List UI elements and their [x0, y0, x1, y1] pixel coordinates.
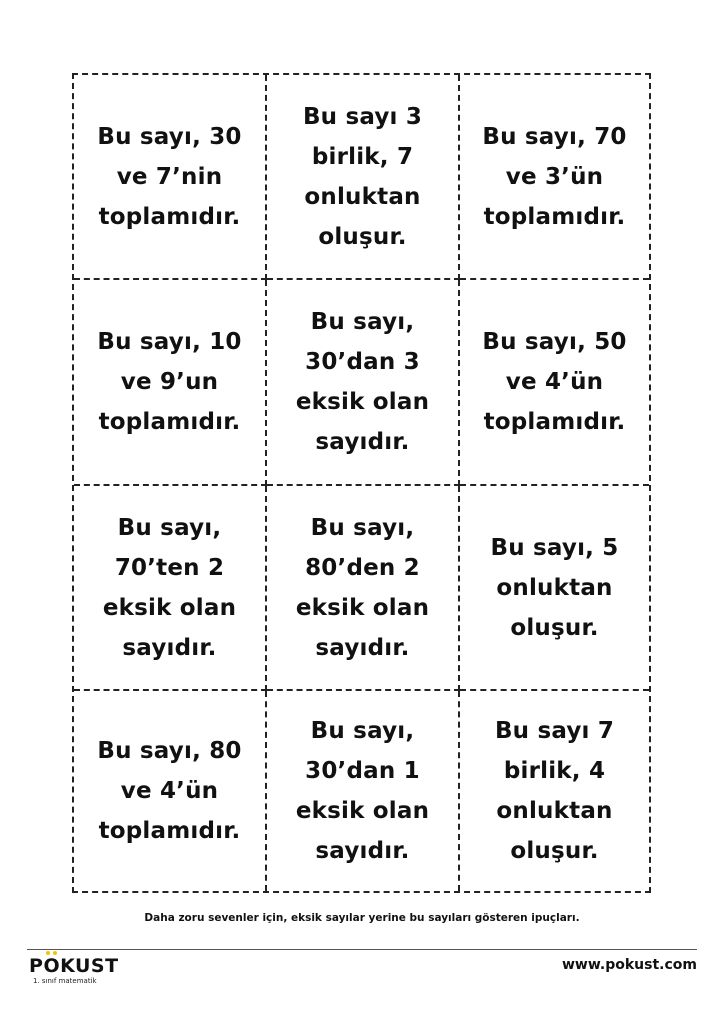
clue-text: Bu sayı, 80’den 2 eksik olan sayıdır.: [295, 514, 430, 661]
clue-text: Bu sayı, 30’dan 3 eksik olan sayıdır.: [295, 309, 430, 455]
clue-card: [460, 486, 649, 691]
clue-text: Bu sayı, 5 onluktan oluşur.: [490, 534, 619, 641]
logo-subtitle: 1. sınıf matematik: [33, 977, 97, 985]
clue-cards-grid: [72, 73, 651, 893]
clue-text: Bu sayı, 70 ve 3’ün toplamıdır.: [482, 123, 627, 230]
clue-card: [267, 75, 460, 280]
clue-card: [74, 280, 267, 486]
logo-letter-p: P: [29, 955, 44, 977]
clue-text: Bu sayı, 50 ve 4’ün toplamıdır.: [482, 329, 627, 435]
logo-wordmark: [29, 956, 119, 976]
footer-divider: [27, 949, 697, 950]
pokust-logo: [29, 956, 119, 985]
logo-letter-o: [43, 956, 60, 976]
clue-text: Bu sayı 3 birlik, 7 onluktan oluşur.: [302, 103, 423, 250]
clue-card: [460, 691, 649, 891]
sparkle-dots-icon: [45, 951, 59, 956]
clue-card: [267, 691, 460, 891]
clue-card: [74, 486, 267, 691]
website-url: www.pokust.com: [562, 957, 697, 973]
clue-text: Bu sayı, 80 ve 4’ün toplamıdır.: [97, 738, 242, 844]
clue-text: Bu sayı, 70’ten 2 eksik olan sayıdır.: [102, 514, 237, 661]
clue-card: [460, 75, 649, 280]
clue-text: Bu sayı, 30’dan 1 eksik olan sayıdır.: [295, 718, 430, 864]
clue-text: Bu sayı, 30 ve 7’nin toplamıdır.: [97, 123, 242, 230]
clue-text: Bu sayı, 10 ve 9’un toplamıdır.: [97, 329, 242, 435]
clue-text: Bu sayı 7 birlik, 4 onluktan oluşur.: [494, 718, 615, 864]
hint-caption: Daha zoru sevenler için, eksik sayılar yerine bu sayıları gösteren ipuçları.: [144, 912, 580, 924]
clue-card: [267, 280, 460, 486]
clue-card: [267, 486, 460, 691]
logo-o-glyph: O: [43, 955, 61, 977]
clue-card: [74, 691, 267, 891]
clue-card: [74, 75, 267, 280]
logo-letters-kust: KUST: [60, 955, 119, 977]
clue-card: [460, 280, 649, 486]
